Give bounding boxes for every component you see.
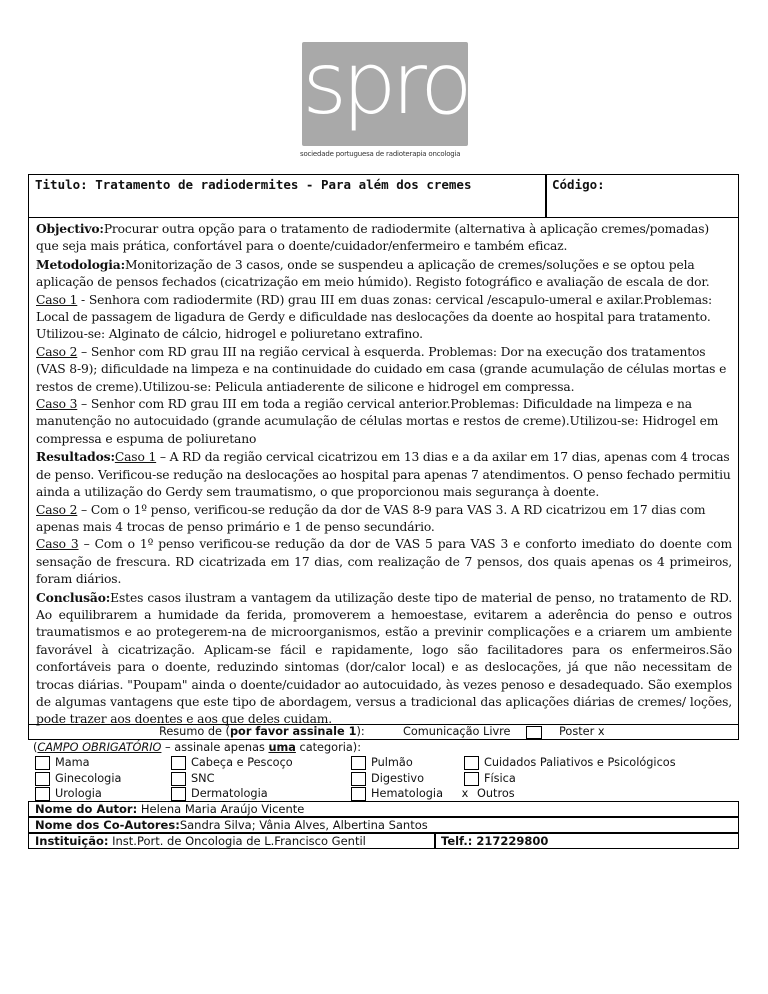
checkbox[interactable] (35, 756, 50, 770)
metodologia-label: Metodologia: (36, 256, 125, 272)
institution-label: Instituição: (35, 834, 109, 848)
objectivo-label: Objectivo: (36, 221, 104, 236)
res-caso3-text: – Com o 1º penso verificou-se redução da dor de VAS 5 para VAS 3 e conforto imediato do doente com sensação de frescura. RD cicatrizada em 17 dias, com realização de 7 pensos, dos quais apenas os 4 primeiros, foram diários. (36, 537, 732, 587)
category-label: Pulmão (371, 756, 413, 769)
category-hdr-a: CAMPO OBRIGATÓRIO (37, 741, 162, 754)
tel-divider (434, 834, 436, 848)
checkbox[interactable] (351, 787, 366, 801)
resultados-paragraph (36, 448, 732, 501)
metodologia-paragraph (36, 256, 732, 292)
category-label: Física (484, 772, 516, 785)
title-row (28, 174, 739, 218)
caso2-text: – Senhor com RD grau III na região cervical à esquerda. Problemas: Dor na execução dos tratamentos (VAS 8-9); dificuldade na limpeza e na continuidade do cuidado em casa (grande acumulação de células mortas e restos de creme).Utilizou-se: Pelicula antiaderente de silicone e hidrogel em compressa. (36, 344, 727, 394)
metodologia-text: Monitorização de 3 casos, onde se suspendeu a aplicação de cremes/soluções e se optou pela aplicação de pensos fechados (cicatrização em meio húmido). Registo fotográfico e avaliação de escala de dor. (36, 257, 710, 290)
coauthors-label: Nome dos Co-Autores: (35, 818, 180, 832)
caso1-paragraph (36, 292, 732, 344)
category-fisica[interactable] (464, 771, 516, 786)
category-dermatologia[interactable] (171, 786, 268, 801)
caso3-text: – Senhor com RD grau III em toda a região cervical anterior.Problemas: Dificuldade na limpeza e na manutenção no autocuidado (grande acumulação de células mortas e restos de creme).Utilizou-se: Hidrogel em compressa e espuma de poliuretano (36, 397, 719, 446)
res-caso3-label: Caso 3 (36, 537, 79, 552)
category-outros[interactable] (458, 786, 515, 801)
category-label: Cuidados Paliativos e Psicológicos (484, 756, 676, 769)
institution-row (28, 833, 739, 849)
resultados-label: Resultados: (36, 449, 115, 465)
checkbox[interactable] (35, 772, 50, 786)
category-label: Outros (477, 787, 515, 800)
code-label: Código: (552, 177, 605, 192)
objectivo-paragraph (36, 220, 732, 256)
caso3-label: Caso 3 (36, 397, 78, 412)
res-caso2-text: – Com o 1º penso, verificou-se redução da dor de VAS 8-9 para VAS 3. A RD cicatrizou em 17 dias com apenas mais 4 trocas de penso primário e 1 de penso secundário. (36, 502, 706, 534)
outros-mark[interactable]: x (461, 787, 469, 800)
category-hematologia[interactable] (351, 786, 443, 801)
category-snc[interactable] (171, 771, 215, 786)
category-header: (CAMPO OBRIGATÓRIO – assinale apenas uma categoria): (33, 741, 362, 754)
conclusao-text: Estes casos ilustram a vantagem da utilização deste tipo de material de penso, no tratamento de RD. Ao equilibrarem a humidade da ferida, promoverem a hemoestase, evitarem a aderência do penso e outros traumatismos e ao protegerem-na de microorganismos, estão a previnir complicações e a criarem um ambiente favorável à cicatrização. Aplicam-se fácil e rapidamente, logo são facilitadores para os enfermeiros.São confortáveis para o doente, reduzindo sintomas (dor/calor local) e as deslocações, já que não necessitam de trocas diárias. "Poupam" ainda o doente/cuidador ao autocuidado, às vezes penoso e desadequado. São exemplos de algumas vantagens que este tipo de abordagem, versus a tradicional das aplicações diárias de cremes/ loções, pode trazer aos doentes e aos que deles cuidam. (36, 590, 732, 727)
checkbox[interactable] (35, 787, 50, 801)
category-cuidados-paliativos[interactable] (464, 755, 676, 770)
resumo-label (159, 725, 365, 739)
resumo-suffix: ): (356, 725, 365, 738)
caso2-paragraph (36, 344, 732, 396)
resumo-bold: por favor assinale 1 (229, 725, 357, 738)
category-mama[interactable] (35, 755, 90, 770)
checkbox[interactable] (171, 756, 186, 770)
checkbox[interactable] (464, 772, 479, 786)
category-label: Urologia (55, 787, 102, 800)
checkbox[interactable] (171, 772, 186, 786)
coauthors-value: Sandra Silva; Vânia Alves, Albertina Santos (179, 818, 428, 832)
category-pulmao[interactable] (351, 755, 413, 770)
conclusao-paragraph (36, 589, 732, 729)
code-divider (545, 175, 547, 217)
author-row (28, 801, 739, 817)
res-caso2-paragraph (36, 502, 732, 537)
spro-logo (300, 34, 470, 160)
category-label: Ginecologia (55, 772, 122, 785)
option-poster: Poster x (559, 725, 605, 738)
abstract-title: Titulo: Tratamento de radiodermites - Para além dos cremes (35, 177, 472, 192)
category-label: Mama (55, 756, 90, 769)
category-hdr-c: uma (268, 741, 296, 754)
option-comunicacao-livre: Comunicação Livre (403, 725, 511, 738)
logo-tagline: sociedade portuguesa de radioterapia oncologia (300, 150, 461, 158)
telephone: Telf.: 217229800 (441, 834, 549, 848)
logo-text: spro (302, 34, 468, 134)
category-label: SNC (191, 772, 215, 785)
category-section (28, 740, 739, 802)
resumo-prefix: Resumo de ( (159, 725, 230, 738)
category-label: Dermatologia (191, 787, 268, 800)
author-value: Helena Maria Araújo Vicente (137, 802, 305, 816)
category-label: Cabeça e Pescoço (191, 756, 293, 769)
comunicacao-livre-checkbox[interactable] (526, 726, 542, 739)
caso2-label: Caso 2 (36, 344, 78, 359)
res-caso2-label: Caso 2 (36, 502, 78, 517)
category-urologia[interactable] (35, 786, 102, 801)
coauthors-row (28, 817, 739, 833)
checkbox[interactable] (351, 772, 366, 786)
resumo-row (28, 724, 739, 740)
res-caso1-label: Caso 1 (114, 450, 157, 465)
abstract-body (28, 218, 739, 727)
caso3-paragraph (36, 396, 732, 448)
checkbox[interactable] (171, 787, 186, 801)
category-label: Hematologia (371, 787, 443, 800)
objectivo-text: Procurar outra opção para o tratamento de radiodermite (alternativa à aplicação cremes/pomadas) que seja mais prática, confortável para o doente/cuidador/enfermeiro e também eficaz. (36, 222, 710, 254)
category-hdr-d: categoria): (295, 741, 362, 754)
category-ginecologia[interactable] (35, 771, 121, 786)
category-hdr-b: – assinale apenas (161, 741, 269, 754)
institution-value: Inst.Port. de Oncologia de L.Francisco Gentil (108, 834, 366, 848)
category-digestivo[interactable] (351, 771, 424, 786)
caso1-label: Caso 1 (36, 292, 78, 307)
conclusao-label: Conclusão: (36, 589, 111, 605)
res-caso1-text: – A RD da região cervical cicatrizou em 13 dias e a da axilar em 17 dias, apenas com 4 trocas de penso. Verificou-se redução na deslocações ao hospital para apenas 7 atendimentos. O penso fechado permitiu ainda a utilização do Gerdy sem traumatismo, o que proporcionou mais segurança à doente. (36, 450, 731, 500)
logo-box (302, 34, 468, 146)
author-label: Nome do Autor: (35, 802, 138, 816)
category-label: Digestivo (371, 772, 425, 785)
res-caso3-paragraph (36, 536, 732, 588)
category-cabeca-pescoco[interactable] (171, 755, 293, 770)
checkbox[interactable] (464, 756, 479, 770)
caso1-text: - Senhora com radiodermite (RD) grau III em duas zonas: cervical /escapulo-umeral e axilar.Problemas: Local de passagem de ligadura de Gerdy e dificuldade nas deslocações da doente ao hospital para tratamento. Utilizou-se: Alginato de cálcio, hidrogel e poliuretano extrafino. (36, 292, 713, 342)
checkbox[interactable] (351, 756, 366, 770)
